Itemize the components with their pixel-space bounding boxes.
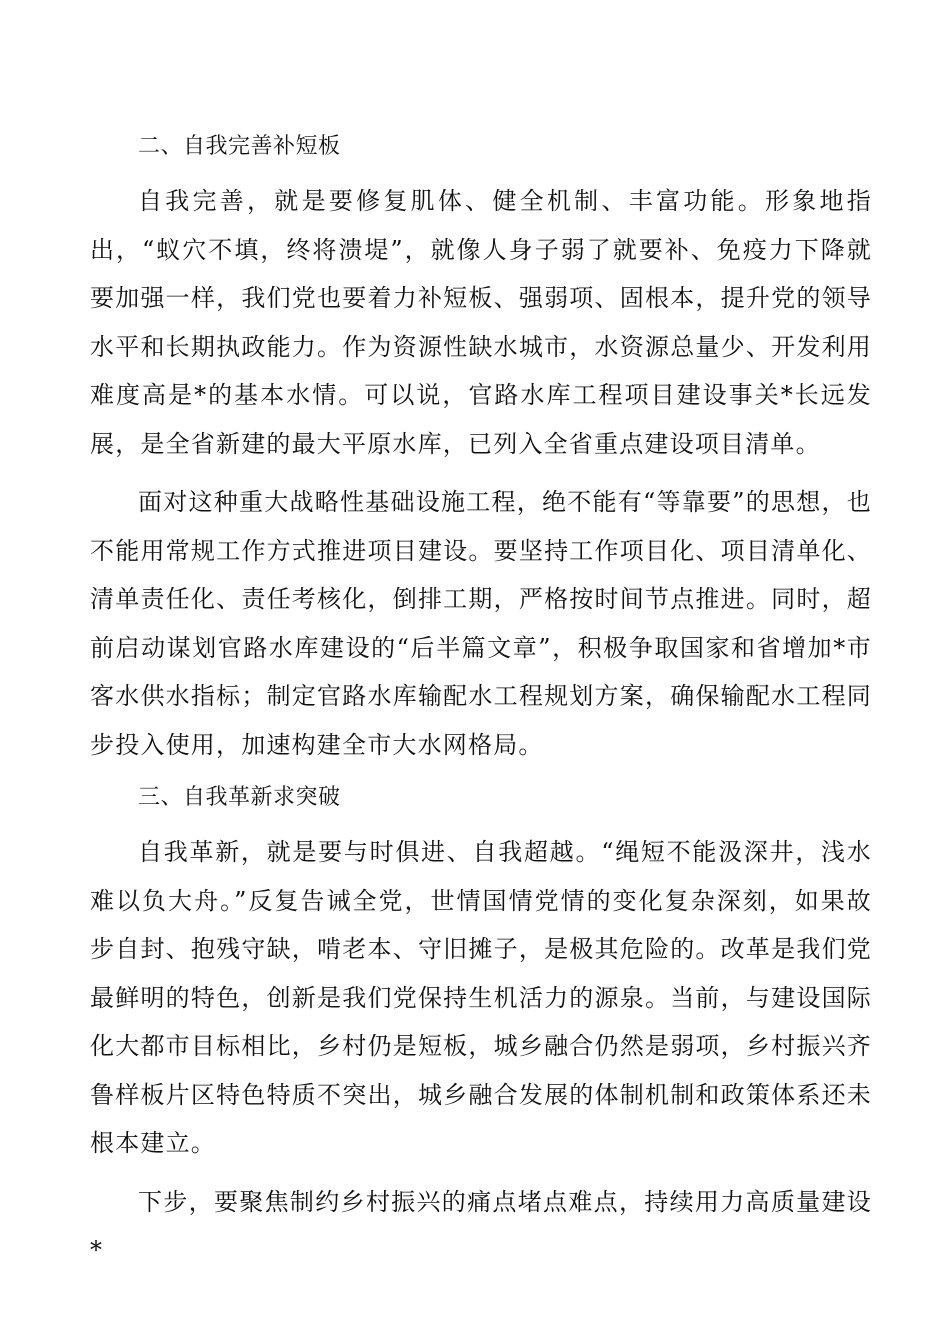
paragraph: 自我革新，就是要与时俱进、自我超越。“绳短不能汲深井，浅水难以负大舟。”反复告诫全党，世情国情党情的变化复杂深刻，如果故步自封、抱残守缺，啃老本、守旧摊子，是极其危险的。改革是我们党最鲜明的特色，创新是我们党保持生机活力的源泉。当前，与建设国际化大都市目标相比，乡村仍是短板，城乡融合仍然是弱项，乡村振兴齐鲁样板片区特色特质不突出，城乡融合发展的体制机制和政策体系还未根本建立。 bbox=[90, 838, 872, 1157]
paragraph: 下步，要聚焦制约乡村振兴的痛点堵点难点，持续用力高质量建设* bbox=[90, 1187, 872, 1264]
paragraph: 自我完善，就是要修复肌体、健全机制、丰富功能。形象地指出，“蚁穴不填，终将溃堤”，就像人身子弱了就要补、免疫力下降就要加强一样，我们党也要着力补短板、强弱项、固根本，提升党的领导水平和长期执政能力。作为资源性缺水城市，水资源总量少、开发利用难度高是*的基本水情。可以说，官路水库工程项目建设事关*长远发展，是全省新建的最大平原水库，已列入全省重点建设项目清单。 bbox=[90, 187, 872, 458]
paragraph: 面对这种重大战略性基础设施工程，绝不能有“等靠要”的思想，也不能用常规工作方式推进项目建设。要坚持工作项目化、项目清单化、清单责任化、责任考核化，倒排工期，严格按时间节点推进。同时，超前启动谋划官路水库建设的“后半篇文章”，积极争取国家和省增加*市客水供水指标；制定官路水库输配水工程规划方案，确保输配水工程同步投入使用，加速构建全市大水网格局。 bbox=[90, 488, 872, 759]
section-heading: 二、自我完善补短板 bbox=[138, 134, 341, 159]
section-heading: 三、自我革新求突破 bbox=[138, 785, 341, 810]
document-page bbox=[90, 128, 872, 1275]
